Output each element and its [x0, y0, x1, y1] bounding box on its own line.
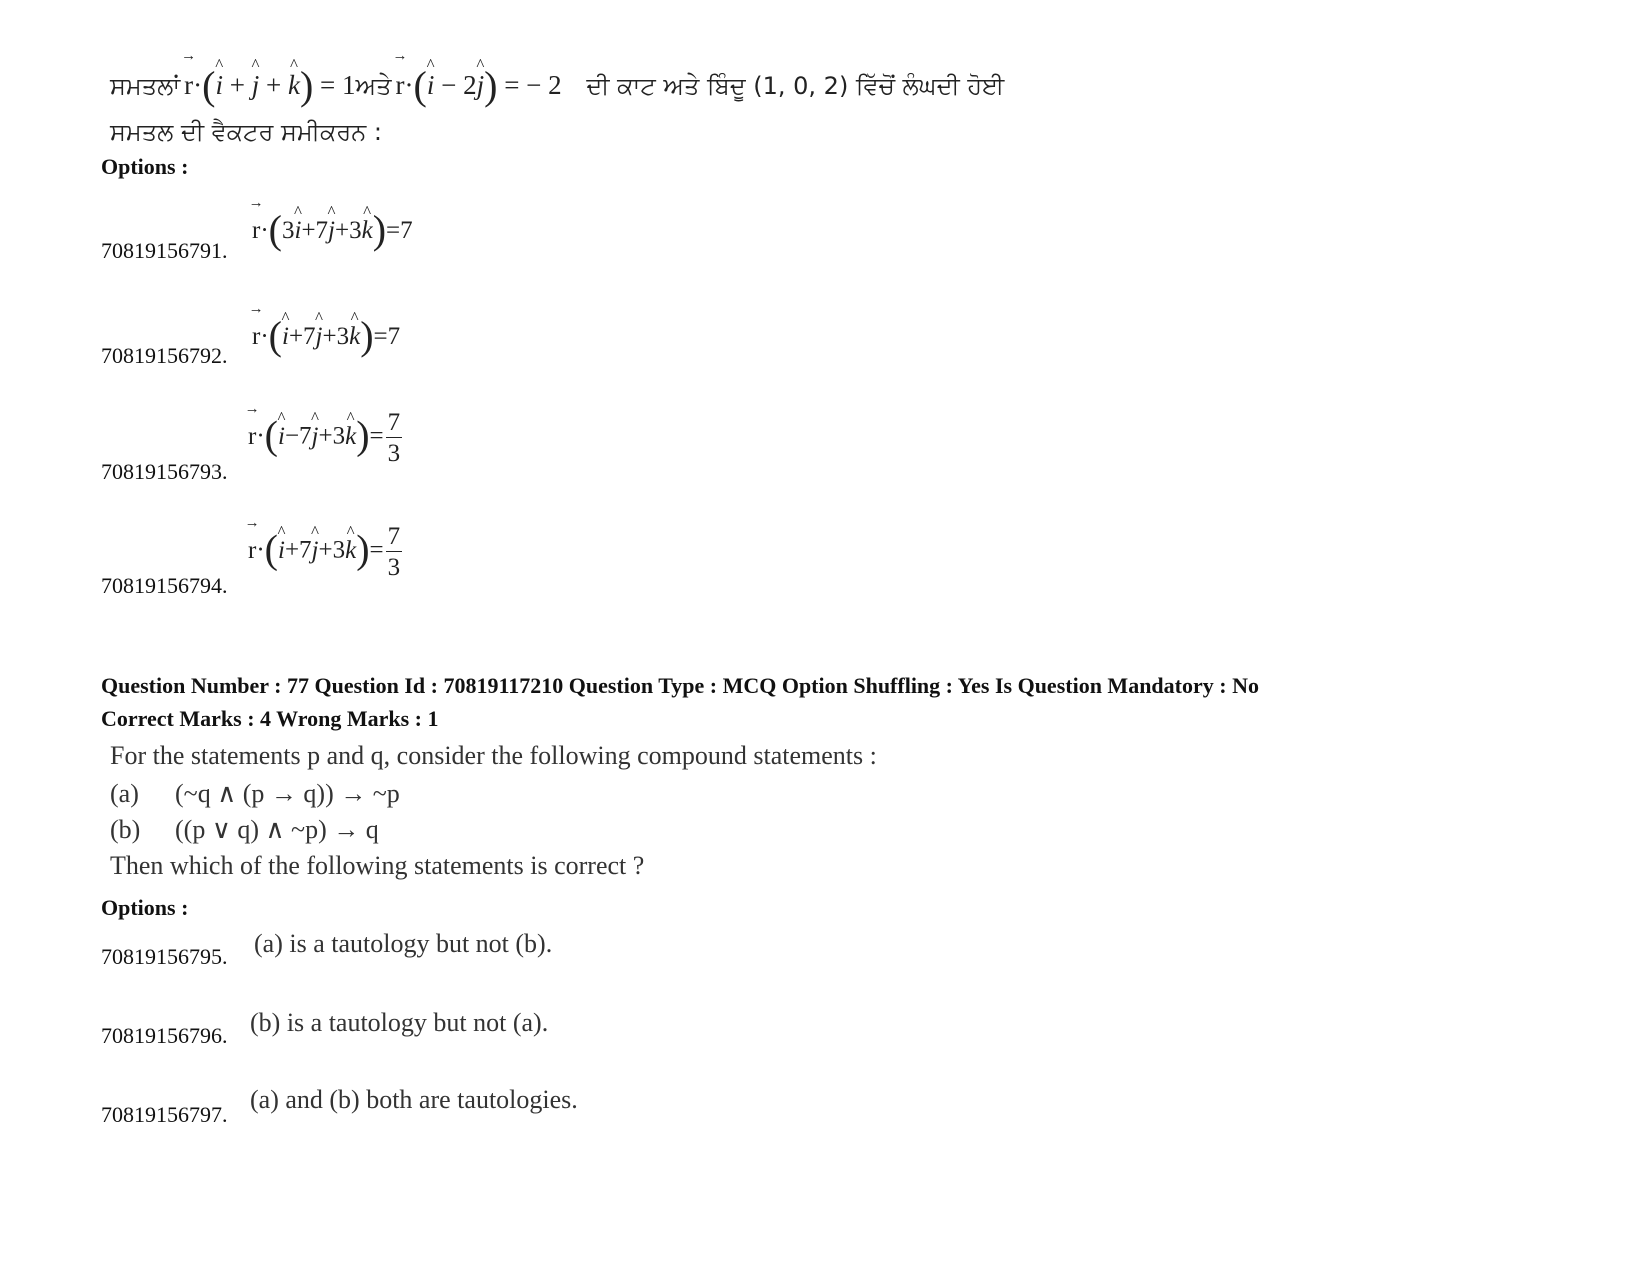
q76-option2-id: 70819156792. — [101, 343, 228, 368]
q77-option1-id: 70819156795. — [101, 944, 228, 969]
q77-option2-id: 70819156796. — [101, 1023, 228, 1048]
q76-plane1-equation: → r·(^ i + ^ j + ^ k) = 1 — [184, 70, 355, 100]
q76-option3-id: 70819156793. — [101, 459, 228, 484]
q77-intro: For the statements p and q, consider the following compound statements : — [110, 741, 877, 770]
q77-question: Then which of the following statements is correct ? — [110, 851, 645, 880]
q77-option1-text: (a) is a tautology but not (b). — [254, 929, 553, 958]
q76-stem-line1 — [110, 62, 1004, 109]
q77-statement-b: ((p ∨ q) ∧ ~p) → q — [175, 815, 379, 844]
q76-option2-equation: → r·(^ i+7^ j+3^ k)=7 — [252, 312, 400, 359]
q77-statement-a: (~q ∧ (p → q)) → ~p — [175, 779, 400, 808]
q76-prefix: ਸਮਤਲਾਂ — [110, 72, 181, 100]
q76-option3-equation: → r·(^ i−7^ j+3^ k)= $\frac{7}{3}$ — [248, 410, 402, 466]
q76-plane2-equation: → r·(^ i − 2^ j) = − 2 — [396, 70, 569, 100]
q76-option1-id: 70819156791. — [101, 238, 228, 263]
q76-options-label: Options : — [101, 154, 189, 179]
q76-option4-fraction: $\frac{7}{3}$ — [387, 523, 401, 581]
q76-option4-equation: → r·(^ i+7^ j+3^ k)= $\frac{7}{3}$ — [248, 524, 402, 580]
q77-statement-a-label: (a) — [110, 779, 139, 808]
q77-option2-text: (b) is a tautology but not (a). — [250, 1008, 549, 1037]
q77-statement-b-label: (b) — [110, 815, 141, 844]
q77-option3-id: 70819156797. — [101, 1102, 228, 1127]
q76-option3-fraction: $\frac{7}{3}$ — [387, 409, 401, 467]
q76-stem-line2: ਸਮਤਲ ਦੀ ਵੈਕਟਰ ਸਮੀਕਰਨ : — [110, 118, 382, 146]
q76-suffix: ਦੀ ਕਾਟ ਅਤੇ ਬਿੰਦੂ (1, 0, 2) ਵਿੱਚੋਂ ਲੰਘਦੀ ਹੋਈ — [586, 72, 1005, 100]
q76-option4-id: 70819156794. — [101, 573, 228, 598]
q77-header-line1: Question Number : 77 Question Id : 70819117210 Question Type : MCQ Option Shuffling : Yes Is Question Mandatory : No — [101, 673, 1259, 698]
q77-options-label: Options : — [101, 895, 189, 920]
q77-header-line2: Correct Marks : 4 Wrong Marks : 1 — [101, 706, 439, 731]
q76-ate: ਅਤੇ — [355, 72, 392, 100]
q77-option3-text: (a) and (b) both are tautologies. — [250, 1085, 578, 1114]
q76-option1-equation: → r·(3^ i+7^ j+3^ k)=7 — [252, 206, 413, 253]
